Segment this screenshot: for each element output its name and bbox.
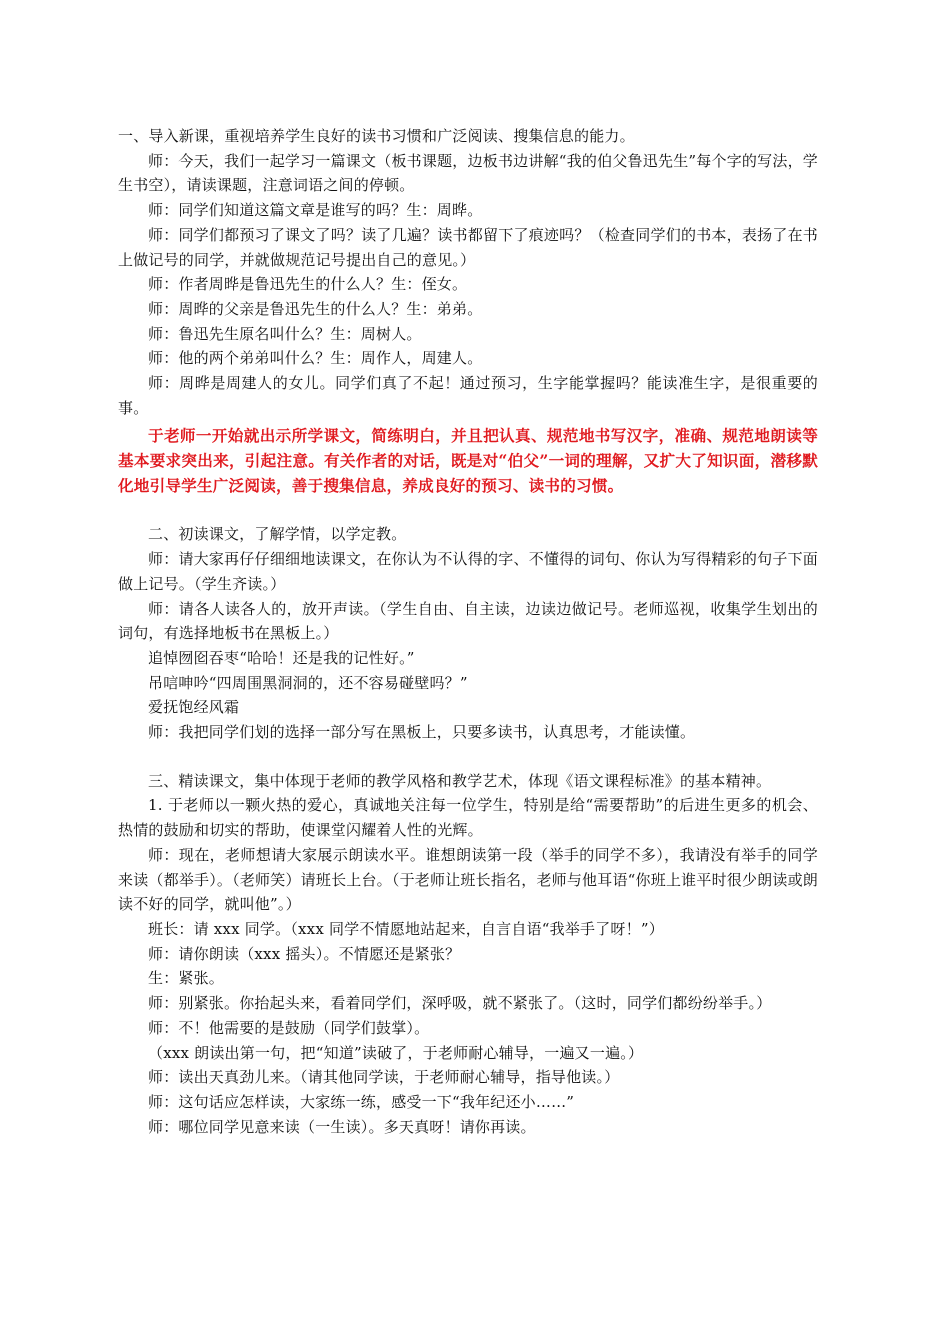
dialogue-line: 师：请你朗读（xxx 摇头）。不情愿还是紧张？: [148, 944, 461, 963]
dialogue-line: 师：现在，老师想请大家展示朗读水平。谁想朗读第一段（举手的同学不多），我请没有举手的同学来读（都举手）。（老师笑）请班长上台。（于老师让班长指名，老师与他耳语“你班上谁平时很少朗读或朗读不好的同学，就叫他”。）: [118, 845, 818, 914]
section-1-heading: 一、导入新课，重视培养学生良好的读书习惯和广泛阅读、搜集信息的能力。: [118, 127, 635, 145]
section-3-heading: 三、精读课文，集中体现于老师的教学风格和教学艺术，体现《语文课程标准》的基本精神。: [148, 771, 772, 790]
dialogue-line: 师：同学们知道这篇文章是谁写的吗？生：周晔。: [148, 201, 483, 220]
document-body: [118, 124, 818, 1139]
dialogue-line: 师：请各人读各人的，放开声读。（学生自由、自主读，边读边做记号。老师巡视，收集学生划出的词句，有选择地板书在黑板上。）: [118, 599, 818, 643]
dialogue-line: 师：请大家再仔仔细细地读课文，在你认为不认得的字、不懂得的词句、你认为写得精彩的句子下面做上记号。（学生齐读。）: [118, 550, 818, 593]
dialogue-line: 师：鲁迅先生原名叫什么？生：周树人。: [148, 324, 422, 343]
section-gap: [118, 745, 818, 769]
dialogue-line: 师：周晔是周建人的女儿。同学们真了不起！通过预习，生字能掌握吗？能读准生字，是很重要的事。: [118, 374, 818, 417]
dialogue-line: 班长：请 xxx 同学。（xxx 同学不情愿地站起来，自言自语“我举手了呀！”）: [148, 919, 664, 938]
board-line: 爱抚饱经风霜: [148, 698, 240, 717]
dialogue-line: 师：作者周晔是鲁迅先生的什么人？生：侄女。: [148, 275, 468, 294]
section-2-heading: 二、初读课文，了解学情，以学定教。: [148, 525, 407, 544]
dialogue-line: （xxx 朗读出第一句，把“知道”读破了，于老师耐心辅导，一遍又一遍。）: [148, 1043, 644, 1062]
dialogue-line: 师：别紧张。你抬起头来，看着同学们，深呼吸，就不紧张了。（这时，同学们都纷纷举手。）: [148, 994, 772, 1013]
section-gap: [118, 498, 818, 522]
dialogue-line: 生：紧张。: [148, 969, 225, 988]
board-line: 吊唁呻吟“四周围黑洞洞的，还不容易碰壁吗？”: [148, 673, 468, 692]
board-line: 追悼囫囵吞枣“哈哈！还是我的记性好。”: [148, 648, 415, 667]
dialogue-line: 师：这句话应怎样读，大家练一练，感受一下“我年纪还小……”: [148, 1092, 575, 1111]
dialogue-line: 师：读出天真劲儿来。（请其他同学读，于老师耐心辅导，指导他读。）: [148, 1068, 620, 1087]
dialogue-line: 师：今天，我们一起学习一篇课文（板书课题，边板书边讲解“我的伯父鲁迅先生”每个字的写法，学生书空），请读课题，注意词语之间的停顿。: [118, 151, 818, 195]
teacher-commentary: 于老师一开始就出示所学课文，简练明白，并且把认真、规范地书写汉字，准确、规范地朗读等基本要求突出来，引起注意。有关作者的对话，既是对“伯父”一词的理解，又扩大了知识面，潜移默化地引导学生广泛阅读，善于搜集信息，养成良好的预习、读书的习惯。: [118, 426, 818, 496]
dialogue-line: 师：不！他需要的是鼓励（同学们鼓掌）。: [148, 1018, 430, 1037]
dialogue-line: 1. 于老师以一颗火热的爱心，真诚地关注每一位学生，特别是给“需要帮助”的后进生更多的机会、热情的鼓励和切实的帮助，使课堂闪耀着人性的光辉。: [118, 796, 818, 840]
dialogue-line: 师：周晔的父亲是鲁迅先生的什么人？生：弟弟。: [148, 299, 483, 318]
dialogue-line: 师：同学们都预习了课文了吗？读了几遍？读书都留下了痕迹吗？（检查同学们的书本，表扬了在书上做记号的同学，并就做规范记号提出自己的意见。）: [118, 225, 818, 269]
dialogue-line: 师：我把同学们划的选择一部分写在黑板上，只要多读书，认真思考，才能读懂。: [148, 723, 696, 742]
dialogue-line: 师：他的两个弟弟叫什么？生：周作人，周建人。: [148, 349, 483, 368]
dialogue-line: 师：哪位同学见意来读（一生读）。多天真呀！请你再读。: [148, 1117, 536, 1136]
